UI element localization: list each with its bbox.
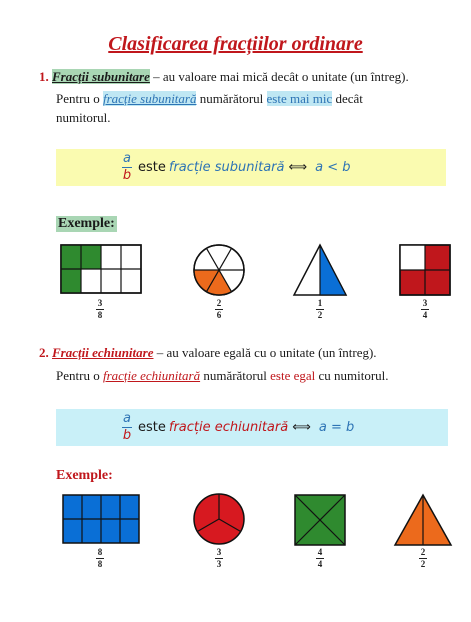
section2-heading [39, 345, 377, 361]
section2-term: Fracții echiunitare [52, 345, 154, 360]
grid-3-8-figure [61, 245, 141, 293]
section2-formula-box [56, 409, 448, 446]
section1-para-line2: numitorul. [56, 110, 111, 125]
section2-para-mid: numărătorul [200, 368, 271, 383]
triangle-2-2-figure [395, 495, 451, 545]
formula-term: fracție subunitară [168, 160, 285, 175]
example-fraction-5: 8 8 [97, 547, 103, 569]
section1-examples-label: Exemple: [58, 216, 115, 231]
section1-para-prefix: Pentru o [56, 91, 103, 106]
section1-para-suffix: decât [332, 91, 363, 106]
formula-term: fracție echiunitară [168, 420, 289, 435]
section2-para-suffix: cu numitorul. [315, 368, 389, 383]
section1-figures [0, 240, 471, 322]
example-fraction-6: 3 3 [216, 547, 222, 569]
section1-paragraph [56, 89, 456, 127]
square-4-4-figure [295, 495, 345, 545]
circle-2-6-figure [194, 245, 244, 295]
section1-number: 1. [39, 69, 49, 84]
section2-formula-fraction [122, 412, 132, 443]
formula-expression: a < b [315, 160, 351, 175]
section1-term: Fracții subunitare [52, 69, 150, 84]
section1-para-term: fracție subunitară [102, 91, 197, 106]
section2-para-prefix: Pentru o [56, 368, 103, 383]
grid-8-8-figure [63, 495, 139, 543]
example-fraction-8: 2 2 [420, 547, 426, 569]
section2-paragraph [56, 366, 456, 385]
example-fraction-4: 3 4 [422, 298, 428, 320]
section2-definition: – au valoare egală cu o unitate (un întreg). [153, 345, 377, 360]
section2-examples-label: Exemple: [56, 468, 113, 483]
section1-para-mid: numărătorul [196, 91, 267, 106]
example-fraction-7: 4 4 [317, 547, 323, 569]
formula-text: este [138, 160, 166, 175]
formula-denominator: b [122, 168, 132, 183]
section1-formula-box [56, 149, 446, 186]
section1-formula-fraction [122, 152, 132, 183]
formula-arrow: ⟺ [292, 420, 311, 435]
section2-figures [0, 490, 471, 552]
circle-3-3-figure [194, 494, 244, 544]
formula-numerator: a [123, 411, 131, 426]
section2-para-highlight: este egal [270, 368, 316, 383]
formula-numerator: a [123, 151, 131, 166]
formula-denominator: b [122, 428, 132, 443]
triangle-1-2-figure [294, 245, 346, 295]
section1-definition: – au valoare mai mică decât o unitate (un întreg). [149, 69, 409, 84]
section2-number: 2. [39, 345, 49, 360]
formula-arrow: ⟺ [288, 160, 308, 175]
formula-expression: a = b [318, 420, 355, 435]
square-3-4-figure [400, 245, 450, 295]
page-title: Clasificarea fracțiilor ordinare [108, 33, 363, 55]
section1-heading [39, 69, 409, 85]
section1-para-highlight: este mai mic [266, 91, 333, 106]
example-fraction-3: 1 2 [317, 298, 323, 320]
example-fraction-2: 2 6 [216, 298, 222, 320]
section2-para-term: fracție echiunitară [102, 368, 201, 383]
formula-text: este [138, 420, 166, 435]
example-fraction-1: 3 8 [97, 298, 103, 320]
